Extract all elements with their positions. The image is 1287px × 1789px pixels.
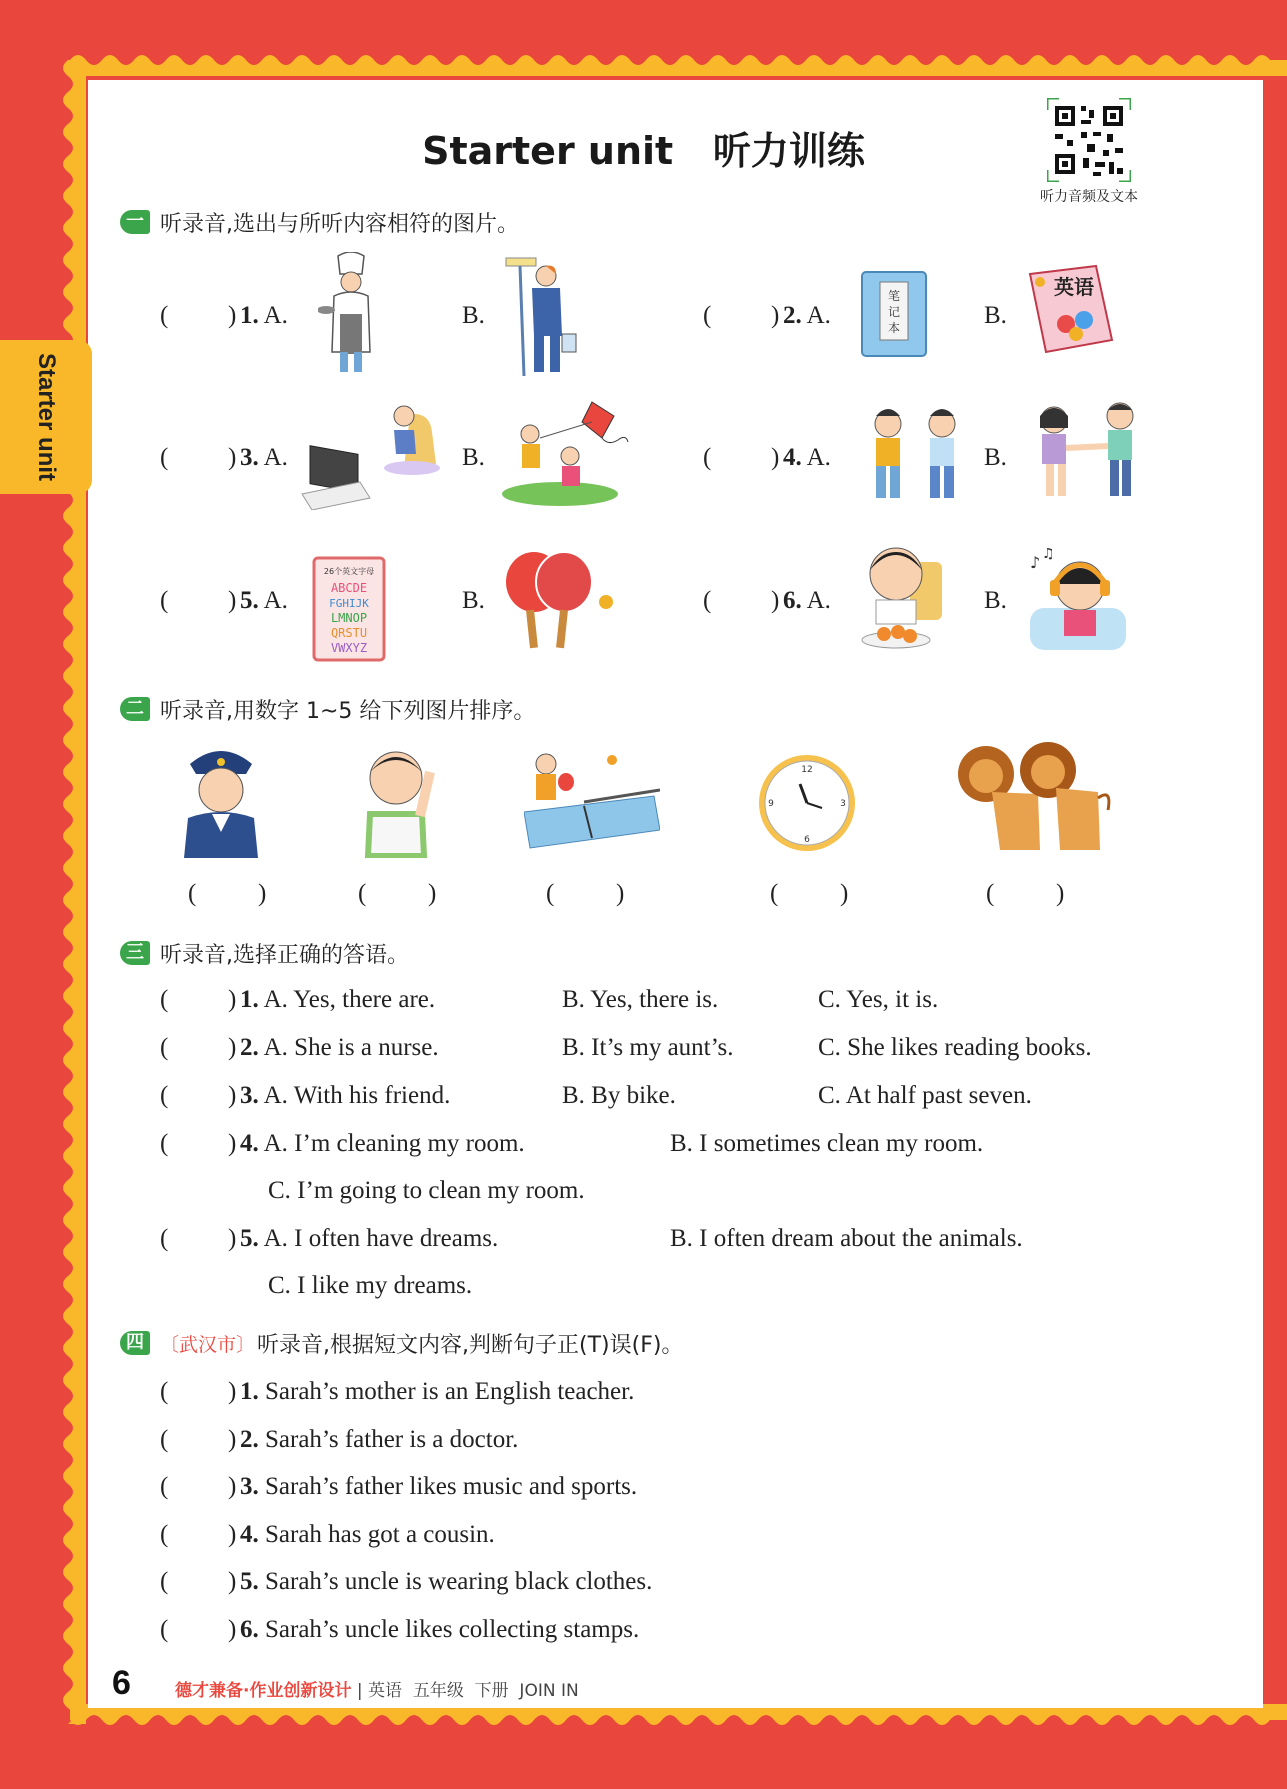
- question-number: 5.: [240, 1225, 259, 1252]
- answer-bracket[interactable]: (: [160, 1473, 169, 1500]
- girl-with-oranges-picture[interactable]: [852, 540, 948, 654]
- statement: Sarah’s uncle likes collecting stamps.: [265, 1616, 640, 1643]
- kite-flying-picture[interactable]: [500, 398, 630, 506]
- policeman-picture[interactable]: [182, 742, 260, 860]
- question-number: 4.: [240, 1130, 259, 1157]
- question-number: 3.: [240, 444, 259, 471]
- option-a: A. With his friend.: [263, 1082, 451, 1109]
- svg-text:♫: ♫: [1042, 548, 1055, 562]
- answer-bracket-close: ): [771, 302, 780, 329]
- option-a-label: A.: [263, 302, 288, 329]
- answer-bracket[interactable]: (: [160, 1082, 169, 1109]
- side-tab: [0, 340, 92, 494]
- footer-info: | 英语 五年级 下册 JOIN IN: [356, 1681, 579, 1701]
- answer-bracket[interactable]: (: [160, 1034, 169, 1061]
- svg-text:3: 3: [840, 799, 846, 809]
- svg-text:♪: ♪: [1030, 553, 1041, 572]
- answer-bracket[interactable]: (: [160, 587, 169, 614]
- question-number: 6.: [783, 587, 802, 614]
- answer-bracket-close: ): [228, 444, 237, 471]
- option-b-label: B.: [462, 587, 485, 614]
- alphabet-chart-picture[interactable]: [312, 556, 386, 662]
- option-b: B. I often dream about the animals.: [670, 1225, 1023, 1252]
- option-b-label: B.: [462, 302, 485, 329]
- clock-picture[interactable]: [756, 752, 858, 854]
- answer-bracket-close: ): [771, 587, 780, 614]
- section-number: 一: [120, 210, 150, 234]
- option-c: C. I’m going to clean my room.: [268, 1177, 585, 1204]
- painter-picture[interactable]: [500, 256, 580, 380]
- answer-bracket-close: ): [228, 587, 237, 614]
- section-number: 四: [120, 1331, 150, 1355]
- handshake-picture[interactable]: [1024, 398, 1150, 502]
- option-b-label: B.: [984, 444, 1007, 471]
- section-3-heading: [120, 938, 409, 968]
- side-tab-label: Starter unit: [33, 352, 60, 482]
- order-bracket[interactable]: (: [986, 880, 995, 907]
- question-number: 2.: [240, 1426, 259, 1453]
- footer: [175, 1676, 579, 1701]
- notebook-picture[interactable]: [858, 268, 932, 362]
- notebook-label-3: 本: [887, 321, 901, 335]
- question-number: 1.: [240, 1378, 259, 1405]
- page-title: Starter unit 听力训练: [422, 129, 865, 173]
- answer-bracket[interactable]: (: [160, 1521, 169, 1548]
- alphabet-row: QRSTU: [330, 626, 368, 640]
- option-a-label: A.: [263, 444, 288, 471]
- order-bracket[interactable]: (: [770, 880, 779, 907]
- statement: Sarah’s uncle is wearing black clothes.: [265, 1568, 653, 1595]
- statement: Sarah has got a cousin.: [265, 1521, 495, 1548]
- boy-waving-picture[interactable]: [354, 742, 438, 858]
- option-b: B. By bike.: [562, 1082, 676, 1109]
- option-a-label: A.: [806, 587, 831, 614]
- answer-bracket[interactable]: (: [160, 1130, 169, 1157]
- option-a: A. I often have dreams.: [263, 1225, 499, 1252]
- answer-bracket-close: ): [771, 444, 780, 471]
- option-c: C. I like my dreams.: [268, 1272, 473, 1299]
- question-number: 2.: [783, 302, 802, 329]
- statement: Sarah’s father is a doctor.: [265, 1426, 519, 1453]
- option-a: A. Yes, there are.: [263, 986, 436, 1013]
- order-bracket[interactable]: (: [188, 880, 197, 907]
- section-2-heading: [120, 694, 535, 724]
- alphabet-row: VWXYZ: [330, 641, 368, 655]
- answer-bracket[interactable]: (: [160, 1225, 169, 1252]
- section-instruction: 听录音,用数字 1~5 给下列图片排序。: [160, 698, 536, 724]
- option-a: A. She is a nurse.: [263, 1034, 439, 1061]
- ping-pong-paddles-picture[interactable]: [500, 548, 616, 652]
- qr-code-icon[interactable]: [1047, 98, 1131, 182]
- footer-brand: 德才兼备·作业创新设计: [175, 1681, 352, 1701]
- answer-bracket[interactable]: (: [703, 587, 712, 614]
- option-a-label: A.: [806, 444, 831, 471]
- english-book-title: 英语: [1054, 275, 1094, 299]
- question-number: 5.: [240, 1568, 259, 1595]
- option-c: C. She likes reading books.: [818, 1034, 1092, 1061]
- alphabet-row: ABCDE: [330, 581, 368, 595]
- option-b: B. Yes, there is.: [562, 986, 719, 1013]
- section-number: 三: [120, 941, 150, 965]
- option-c: C. At half past seven.: [818, 1082, 1032, 1109]
- qr-caption: 听力音频及文本: [1040, 189, 1138, 205]
- answer-bracket[interactable]: (: [160, 1378, 169, 1405]
- question-number: 1.: [240, 302, 259, 329]
- notebook-label-1: 笔: [887, 289, 901, 303]
- question-number: 1.: [240, 986, 259, 1013]
- answer-bracket[interactable]: (: [160, 1426, 169, 1453]
- question-number: 6.: [240, 1616, 259, 1643]
- section-instruction: 听录音,选出与所听内容相符的图片。: [160, 211, 519, 237]
- answer-bracket[interactable]: (: [160, 1568, 169, 1595]
- option-b: B. I sometimes clean my room.: [670, 1130, 984, 1157]
- option-b-label: B.: [984, 587, 1007, 614]
- alphabet-row: LMNOP: [330, 611, 368, 625]
- question-number: 4.: [783, 444, 802, 471]
- english-book-picture[interactable]: [1026, 262, 1116, 360]
- boys-playing-picture[interactable]: [858, 402, 972, 510]
- lions-picture[interactable]: [952, 742, 1114, 854]
- answer-bracket[interactable]: (: [703, 444, 712, 471]
- section-4-heading: [120, 1328, 683, 1358]
- answer-bracket[interactable]: (: [703, 302, 712, 329]
- alphabet-chart-title: 26个英文字母: [323, 567, 375, 576]
- answer-bracket[interactable]: (: [160, 986, 169, 1013]
- section-instruction: 听录音,根据短文内容,判断句子正(T)误(F)。: [257, 1332, 684, 1358]
- question-number: 5.: [240, 587, 259, 614]
- order-bracket[interactable]: (: [358, 880, 367, 907]
- option-c: C. Yes, it is.: [818, 986, 939, 1013]
- option-b: B. It’s my aunt’s.: [562, 1034, 734, 1061]
- statement: Sarah’s father likes music and sports.: [265, 1473, 638, 1500]
- page-number: 6: [112, 1664, 131, 1702]
- option-a: A. I’m cleaning my room.: [263, 1130, 525, 1157]
- girl-listening-music-picture[interactable]: [1024, 548, 1132, 654]
- answer-bracket[interactable]: (: [160, 302, 169, 329]
- answer-bracket[interactable]: (: [160, 1616, 169, 1643]
- svg-text:9: 9: [768, 799, 774, 809]
- option-a-label: A.: [806, 302, 831, 329]
- notebook-label-2: 记: [887, 305, 901, 319]
- option-b-label: B.: [984, 302, 1007, 329]
- option-b-label: B.: [462, 444, 485, 471]
- question-number: 3.: [240, 1473, 259, 1500]
- question-number: 4.: [240, 1521, 259, 1548]
- option-a-label: A.: [263, 587, 288, 614]
- statement: Sarah’s mother is an English teacher.: [265, 1378, 635, 1405]
- answer-bracket[interactable]: (: [160, 444, 169, 471]
- tv-watching-picture[interactable]: [300, 402, 450, 510]
- table-tennis-picture[interactable]: [524, 752, 660, 850]
- chef-picture[interactable]: [318, 252, 384, 380]
- svg-text:12: 12: [801, 765, 813, 775]
- question-number: 2.: [240, 1034, 259, 1061]
- question-number: 3.: [240, 1082, 259, 1109]
- section-instruction: 听录音,选择正确的答语。: [160, 942, 409, 968]
- answer-bracket-close: ): [228, 302, 237, 329]
- section-number: 二: [120, 697, 150, 721]
- section-1-heading: [120, 207, 519, 237]
- alphabet-row: FGHIJK: [329, 597, 369, 610]
- svg-text:6: 6: [804, 835, 810, 845]
- order-bracket[interactable]: (: [546, 880, 555, 907]
- region-tag: 〔武汉市〕: [160, 1333, 256, 1356]
